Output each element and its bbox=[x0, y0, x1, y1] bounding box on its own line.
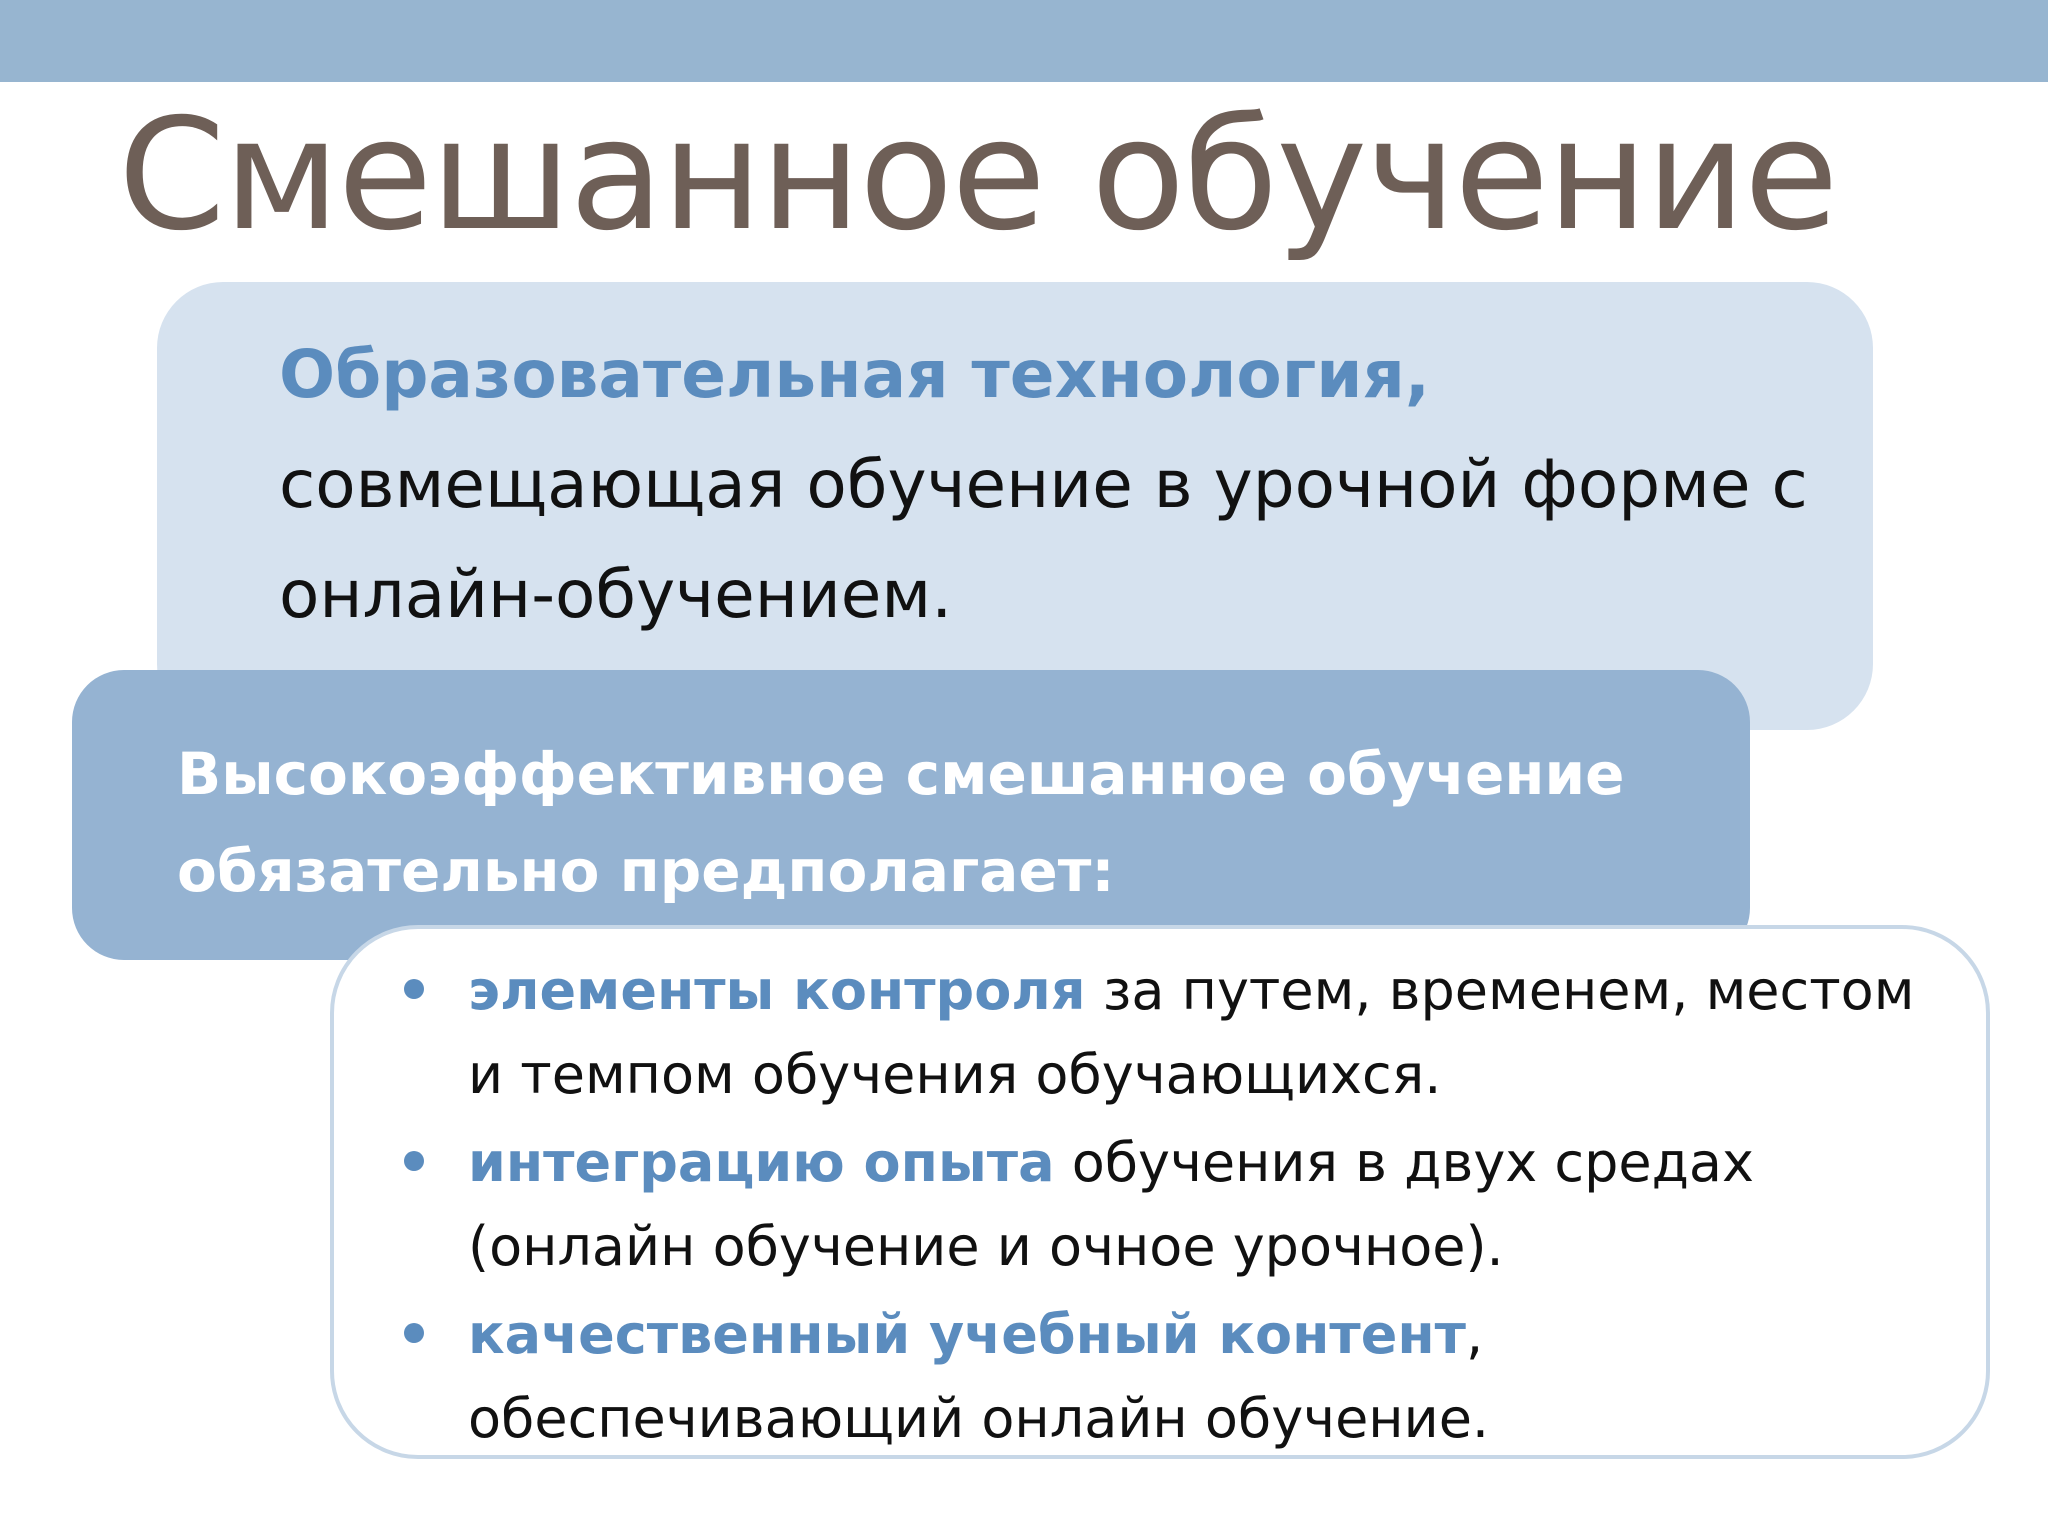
list-item bbox=[334, 1121, 1986, 1289]
list-item bbox=[334, 949, 1986, 1117]
definition-term: Образовательная технология, bbox=[279, 336, 1430, 413]
bullet-dot-icon bbox=[404, 1151, 424, 1171]
list-item-text: обучения в двух средах (онлайн обучение и очное урочное). bbox=[468, 1131, 1754, 1278]
list-item-highlight: элементы контроля bbox=[468, 959, 1086, 1022]
requirement-box bbox=[72, 670, 1750, 960]
top-banner bbox=[0, 0, 2048, 82]
requirements-list bbox=[334, 949, 1986, 1465]
list-item-highlight: качественный учебный контент bbox=[468, 1303, 1466, 1366]
list-item bbox=[334, 1293, 1986, 1461]
list-item-text: за путем, временем, местом и темпом обучения обучающихся. bbox=[468, 959, 1915, 1106]
list-item-highlight: интеграцию опыта bbox=[468, 1131, 1055, 1194]
list-item-text: , обеспечивающий онлайн обучение. bbox=[468, 1303, 1490, 1450]
definition-text bbox=[279, 320, 1839, 650]
slide-title: Смешанное обучение bbox=[118, 86, 1837, 265]
requirements-list-box bbox=[330, 925, 1990, 1459]
bullet-dot-icon bbox=[404, 1323, 424, 1343]
requirement-text: Высокоэффективное смешанное обучение обязательно предполагает: bbox=[177, 740, 1625, 905]
bullet-dot-icon bbox=[404, 979, 424, 999]
definition-box bbox=[157, 282, 1873, 730]
definition-body: совмещающая обучение в урочной форме с онлайн-обучением. bbox=[279, 446, 1808, 633]
